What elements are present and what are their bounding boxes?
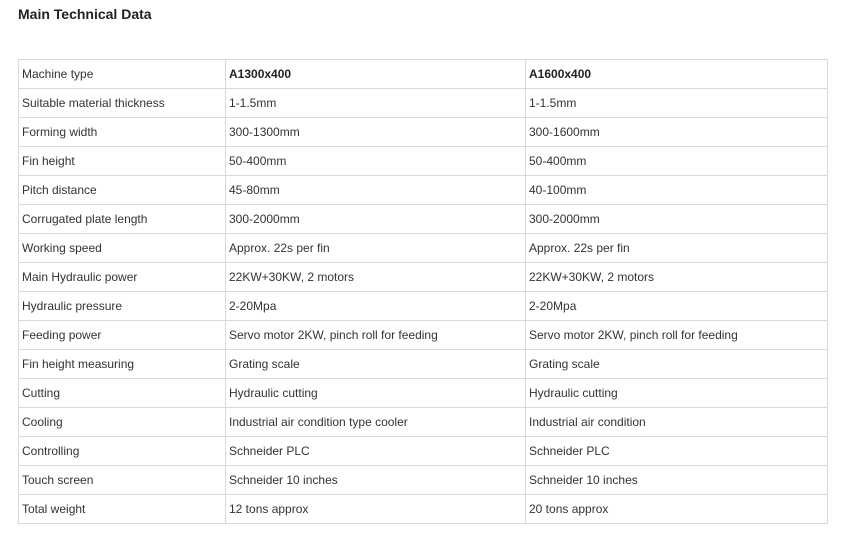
table-row	[19, 205, 828, 234]
row-label: Fin height	[19, 147, 226, 176]
row-label: Total weight	[19, 495, 226, 524]
cell-a1600: 1-1.5mm	[526, 89, 828, 118]
table-row	[19, 118, 828, 147]
table-row	[19, 234, 828, 263]
cell-a1600: 50-400mm	[526, 147, 828, 176]
cell-a1300: 50-400mm	[226, 147, 526, 176]
row-label: Cutting	[19, 379, 226, 408]
row-label: Cooling	[19, 408, 226, 437]
table-row	[19, 408, 828, 437]
model-a1300-cell: A1300x400	[226, 60, 526, 89]
cell-a1600: Servo motor 2KW, pinch roll for feeding	[526, 321, 828, 350]
table-header-row	[19, 60, 828, 89]
cell-a1300: Schneider 10 inches	[226, 466, 526, 495]
cell-a1600: 40-100mm	[526, 176, 828, 205]
row-label: Fin height measuring	[19, 350, 226, 379]
cell-a1600: Approx. 22s per fin	[526, 234, 828, 263]
cell-a1600: Grating scale	[526, 350, 828, 379]
model-a1600-cell: A1600x400	[526, 60, 828, 89]
cell-a1600: Hydraulic cutting	[526, 379, 828, 408]
row-label: Corrugated plate length	[19, 205, 226, 234]
cell-a1600: 20 tons approx	[526, 495, 828, 524]
table-row	[19, 147, 828, 176]
row-label: Touch screen	[19, 466, 226, 495]
cell-a1300: 22KW+30KW, 2 motors	[226, 263, 526, 292]
cell-a1300: 1-1.5mm	[226, 89, 526, 118]
cell-a1600: 300-2000mm	[526, 205, 828, 234]
table-row	[19, 495, 828, 524]
table-row	[19, 321, 828, 350]
table-row	[19, 437, 828, 466]
cell-a1300: 45-80mm	[226, 176, 526, 205]
cell-a1300: 2-20Mpa	[226, 292, 526, 321]
table-row	[19, 263, 828, 292]
cell-a1600: Schneider PLC	[526, 437, 828, 466]
row-label: Working speed	[19, 234, 226, 263]
table-row	[19, 379, 828, 408]
cell-a1300: 300-1300mm	[226, 118, 526, 147]
page-title: Main Technical Data	[18, 6, 152, 22]
table-row	[19, 292, 828, 321]
cell-a1600: 22KW+30KW, 2 motors	[526, 263, 828, 292]
cell-a1600: Schneider 10 inches	[526, 466, 828, 495]
table-row	[19, 466, 828, 495]
row-label: Controlling	[19, 437, 226, 466]
row-label: Feeding power	[19, 321, 226, 350]
cell-a1300: Approx. 22s per fin	[226, 234, 526, 263]
table-row	[19, 89, 828, 118]
cell-a1600: 2-20Mpa	[526, 292, 828, 321]
cell-a1300: Grating scale	[226, 350, 526, 379]
cell-a1300: 12 tons approx	[226, 495, 526, 524]
table-row	[19, 176, 828, 205]
cell-a1300: Servo motor 2KW, pinch roll for feeding	[226, 321, 526, 350]
table-row	[19, 350, 828, 379]
row-label: Forming width	[19, 118, 226, 147]
cell-a1600: Industrial air condition	[526, 408, 828, 437]
cell-a1600: 300-1600mm	[526, 118, 828, 147]
cell-a1300: 300-2000mm	[226, 205, 526, 234]
row-label: Hydraulic pressure	[19, 292, 226, 321]
technical-data-table	[18, 59, 828, 524]
cell-a1300: Industrial air condition type cooler	[226, 408, 526, 437]
row-label: Pitch distance	[19, 176, 226, 205]
row-label: Suitable material thickness	[19, 89, 226, 118]
cell-a1300: Hydraulic cutting	[226, 379, 526, 408]
header-label-cell: Machine type	[19, 60, 226, 89]
cell-a1300: Schneider PLC	[226, 437, 526, 466]
row-label: Main Hydraulic power	[19, 263, 226, 292]
